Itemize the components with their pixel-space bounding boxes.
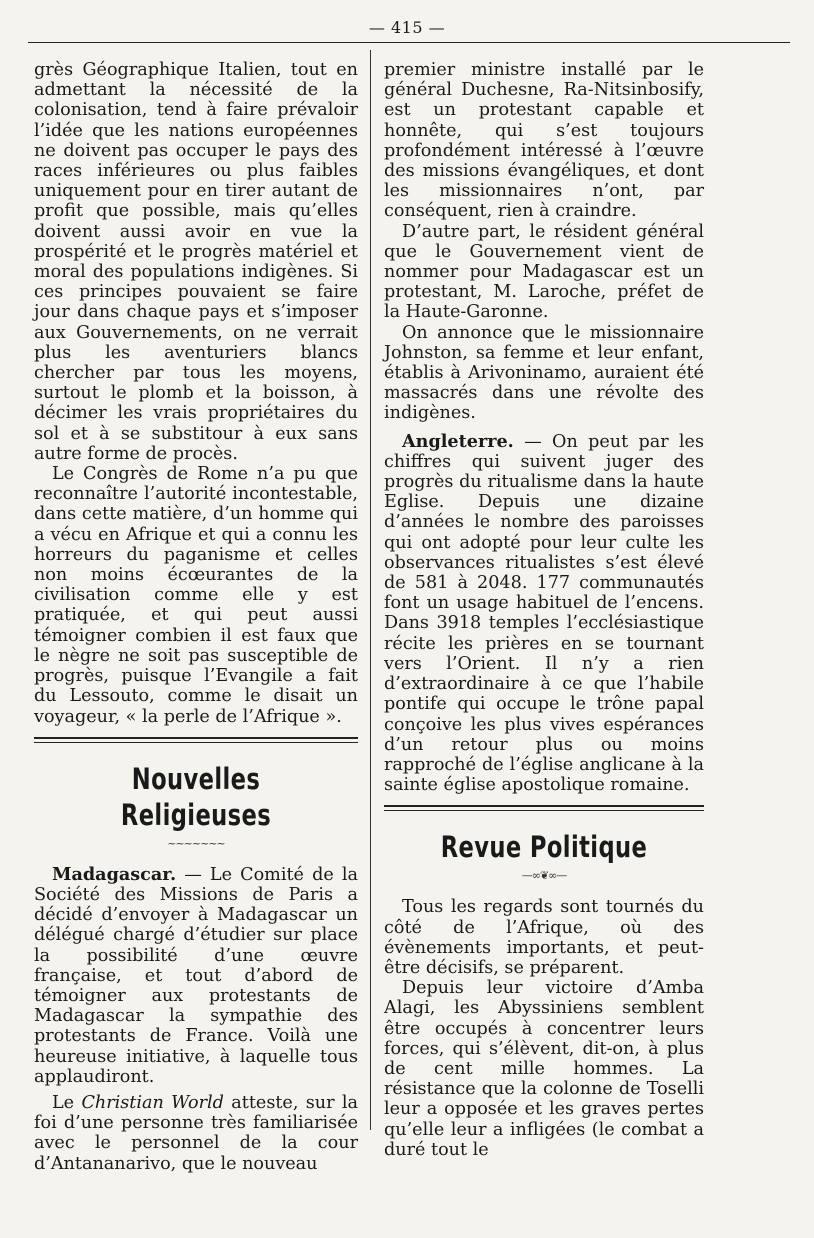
run-in-heading: Madagascar. [52,863,177,885]
ornament: —∞❦∞— [521,869,567,883]
left-column [34,60,358,1174]
right-column [384,60,704,1160]
section-separator [34,737,358,743]
run-in-heading: Angleterre. [402,430,514,452]
paragraph-text: atteste, sur la foi d’une personne très familiarisée avec le personnel de la cour d’Antananarivo, que le nouveau [34,1092,358,1174]
section-title-nouvelles-religieuses: Nouvelles Religieuses [120,761,272,832]
paragraph: Depuis leur victoire d’Amba Alagi, les Abyssiniens semblent être occupés à concentrer leurs forces, qui s’élèvent, dit-on, à plus de cent mille hommes. La résistance que la colonne de Toselli leur a opposée et les graves pertes qu’elle leur a infligées (le combat a duré tout le [384,978,704,1160]
header-rule [28,42,790,43]
paragraph-text: — Le Comité de la Société des Missions de Paris a décidé d’envoyer à Madagascar un délégué chargé d’étudier sur place la possibilité d’une œuvre française, et tout d’abord de témoigner aux protestants de Madagascar la sympathie des protestants de France. Voilà une heureuse initiative, à laquelle tous applaudiront. [34,864,358,1087]
paragraph: grès Géographique Italien, tout en admettant la nécessité de la colonisation, tend à faire prévaloir l’idée que les nations européennes ne doivent pas occuper le pays des races inférieures ou plus faibles uniquement pour en tirer autant de profit que possible, mais qu’elles doivent aussi avoir en vue la prospérité et le progrès matériel et moral des populations indigènes. Si ces principes pouvaient se faire jour dans chaque pays et s’imposer aux Gouvernements, on ne verrait plus les aventuriers blancs chercher par tous les moyens, surtout le plomb et la boisson, à décimer les vrais propriétaires du sol et à se substitour à eux sans autre forme de procès. [34,60,358,464]
section-title-revue-politique: Revue Politique [440,830,648,865]
paragraph-christian-world [34,1093,358,1174]
page-number: — 415 — [368,18,446,37]
paragraph: D’autre part, le résident général que le Gouvernement vient de nommer pour Madagascar est un protestant, M. Laroche, préfet de la Haute-Garonne. [384,221,704,323]
publication-title: Christian World [81,1092,224,1113]
paragraph: Tous les regards sont tournés du côté de l’Afrique, où des évènements importants, et peut-être décisifs, se préparent. [384,897,704,978]
paragraph-text: — On peut par les chiffres qui suivent juger des progrès du ritualisme dans la haute Eglise. Depuis une dizaine d’années le nombre des paroisses qui ont adopté pour leur culte les observances ritualistes s’est élevé de 581 à 2048. 177 communautés font un usage habituel de l’encens. Dans 3918 temples l’ecclésiastique récite les prières en se tournant vers l’Orient. Il n’y a rien d’extraordinaire à ce que l’habile pontife qui occupe le trône papal conçoive les plus vives espérances d’un retour plus ou moins rapproché de l’église anglicane à la sainte église apostolique romaine. [384,431,704,796]
paragraph-madagascar [34,865,358,1087]
paragraph-angleterre [384,432,704,796]
ornament: ~~~~~~~ [167,836,225,850]
paragraph: premier ministre installé par le général Duchesne, Ra-Nitsinbosify, est un protestant capable et honnête, qui s’est toujours profondément intéressé à l’œuvre des missions évangéliques, et dont les missionnaires n’ont, par conséquent, rien à craindre. [384,60,704,222]
column-divider [370,50,371,1130]
paragraph-text: Le [52,1092,82,1113]
paragraph: Le Congrès de Rome n’a pu que reconnaître l’autorité incontestable, dans cette matière, d’un homme qui a vécu en Afrique et qui a connu les horreurs du paganisme et celles non moins écœurantes de la civilisation comme elle y est pratiquée, et qui peut aussi témoigner combien il est faux que le nègre ne soit pas susceptible de progrès, puisque l’Evangile a fait du Lessouto, comme le disait un voyageur, « la perle de l’Afrique ». [34,464,358,727]
section-separator [384,805,704,811]
paragraph: On annonce que le missionnaire Johnston, sa femme et leur enfant, établis à Arivoninamo, auraient été massacrés dans une révolte des indigènes. [384,322,704,424]
